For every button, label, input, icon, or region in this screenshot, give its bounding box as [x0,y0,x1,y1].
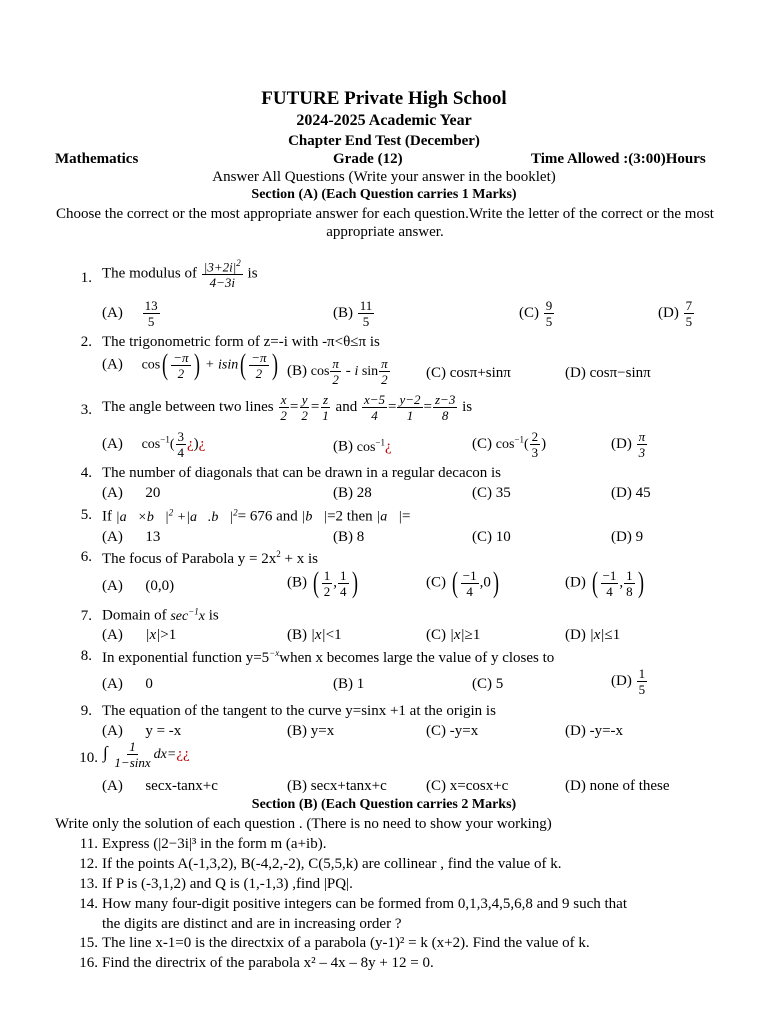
question-12: If the points A(-1,3,2), B(-4,2,-2), C(5,5,k) are collinear , find the value of k. [102,856,562,872]
q4-option-d: (D) 45 [611,485,651,501]
question-14: How many four-digit positive integers can be formed from 0,1,3,4,5,6,8 and 9 such that [102,896,627,912]
section-b-heading: Section (B) (Each Question carries 2 Marks) [251,797,517,812]
q2-option-b: (B) cos $\frac{\pi}{2}$ - i sin $\frac{\pi}{2}$ [287,356,388,387]
q3-option-b: (B) $\cos^{-1}¿$ [333,437,392,455]
section-a-note: Choose the correct or the most appropriate answer for each question.Write the letter of the correct or the most appropriate answer. [56,206,714,240]
q6-option-d: (D) ( $\frac{-1}{4}$ , $\frac{1}{8}$ ) [565,566,644,599]
question-number: 8. [80,648,92,664]
question-number: 14. [79,896,98,912]
q4-option-c: (C) 35 [472,485,511,501]
question-11: Express (|2−3i|³ in the form m (a+ib). [102,836,327,852]
q1-option-a: (A) $\frac{13}{5}$ [102,298,158,329]
q4-option-b: (B) 28 [333,485,372,501]
q4-option-a: (A) 20 [102,485,161,501]
q8-option-d: (D) $\frac{1}{5}$ [611,666,646,697]
school-name: FUTURE Private High School [261,88,507,109]
academic-year: 2024-2025 Academic Year [296,112,472,129]
q1-option-c: (C) $\frac{9}{5}$ [519,298,553,329]
question-13: If P is (-3,1,2) and Q is (1,-1,3) ,find |PQ|. [102,876,353,892]
q6-option-c: (C) ( $\frac{-1}{4}$ ,0) [426,566,499,599]
test-title: Chapter End Test (December) [288,133,480,149]
question-8: In exponential function $y=5^{-x}when$ x becomes large the value of y closes to [102,648,555,666]
q10-option-c: (C) x=cosx+c [426,778,509,794]
question-3: The angle between two lines $\frac{x}{2}$ = $\frac{y}{2}$ = $\frac{z}{1}$ and $\frac{x-5}{4}$ = $\frac{y-2}{1}$ = $\frac{z-3}{8}$ is [102,392,473,423]
question-number: 16. [79,955,98,971]
section-b-note: Write only the solution of each question . (There is no need to show your working) [55,816,552,832]
question-number: 4. [80,465,92,481]
q9-option-a: (A) y = -x [102,723,182,739]
q10-option-b: (B) secx+tanx+c [287,778,387,794]
q8-option-b: (B) 1 [333,676,365,692]
q5-option-a: (A) 13 [102,529,161,545]
instruction: Answer All Questions (Write your answer in the booklet) [212,169,556,185]
q9-option-b: (B) y=x [287,723,335,739]
question-number: 1. [80,270,92,286]
q5-option-d: (D) 9 [611,529,644,545]
q1-option-d: (D) $\frac{7}{5}$ [658,298,693,329]
question-14-continued: the digits are distinct and are in increasing order ? [102,916,402,932]
q3-option-a: (A) $\cos^{-1}$( $\frac{3}{4}$ ¿)¿ [102,429,206,460]
question-2: The trigonometric form of z=-i with -π<θ≤π is [102,334,380,350]
question-5: If $|a⃗\times b⃗|^2$ $+|a⃗.b⃗|^2= 676$ and |b⃗|=2 then |a⃗|= [102,507,411,525]
q5-option-b: (B) 8 [333,529,365,545]
question-4: The number of diagonals that can be drawn in a regular decacon is [102,465,502,481]
q5-option-c: (C) 10 [472,529,511,545]
q2-option-c: (C) cosπ+sinπ [426,365,511,381]
question-number: 2. [80,334,92,350]
question-number: 6. [80,549,92,565]
q7-option-c: (C) |x|≥1 [426,627,481,643]
q8-option-a: (A) 0 [102,676,153,692]
subject: Mathematics [55,151,139,167]
q3-option-d: (D) $\frac{\pi}{3}$ [611,429,646,460]
question-number: 13. [79,876,98,892]
q7-option-a: (A) |x|>1 [102,627,177,643]
question-1: The modulus of $\frac{|3+2i|^2}{4-3i}$ is [102,258,258,291]
question-number: 15. [79,935,98,951]
question-10: ∫ $\frac{1}{1-\sin x}$ dx=¿¿ [103,739,190,770]
q1-option-b: (B) $\frac{11}{5}$ [333,298,373,329]
q10-option-a: (A) secx-tanx+c [102,778,218,794]
q10-option-d: (D) none of these [565,778,670,794]
q6-option-a: (A) (0,0) [102,578,175,594]
q9-option-c: (C) -y=x [426,723,479,739]
q7-option-d: (D) |x|≤1 [565,627,621,643]
question-number: 9. [80,703,92,719]
q9-option-d: (D) -y=-x [565,723,624,739]
question-number: 10. [79,750,98,766]
grade: Grade (12) [333,151,403,167]
question-15: The line x-1=0 is the directxix of a parabola (y-1)² = k (x+2). Find the value of k. [102,935,590,951]
section-a-heading: Section (A) (Each Question carries 1 Marks) [251,187,517,202]
question-7: Domain of $\sec^{-1}x$ is [102,606,219,624]
time-allowed: Time Allowed :(3:00)Hours [531,151,706,167]
question-number: 12. [79,856,98,872]
question-number: 11. [79,836,98,852]
question-number: 7. [80,608,92,624]
question-number: 5. [80,507,92,523]
q2-option-a: (A) cos( $\frac{-\pi}{2}$ ) + isin( $\frac{-\pi}{2}$ ) [102,348,278,381]
question-9: The equation of the tangent to the curve y=sinx +1 at the origin is [102,703,496,719]
q6-option-b: (B) ( $\frac{1}{2}$ , $\frac{1}{4}$ ) [287,566,358,599]
question-number: 3. [80,402,92,418]
q2-option-d: (D) cosπ−sinπ [565,365,651,381]
q7-option-b: (B) |x|<1 [287,627,342,643]
q8-option-c: (C) 5 [472,676,504,692]
q3-option-c: (C) $\cos^{-1}$( $\frac{2}{3}$ ) [472,429,547,460]
question-16: Find the directrix of the parabola x² – 4x – 8y + 12 = 0. [102,955,434,971]
question-6: The focus of Parabola $y = 2x^2 + x$ is [102,549,318,567]
